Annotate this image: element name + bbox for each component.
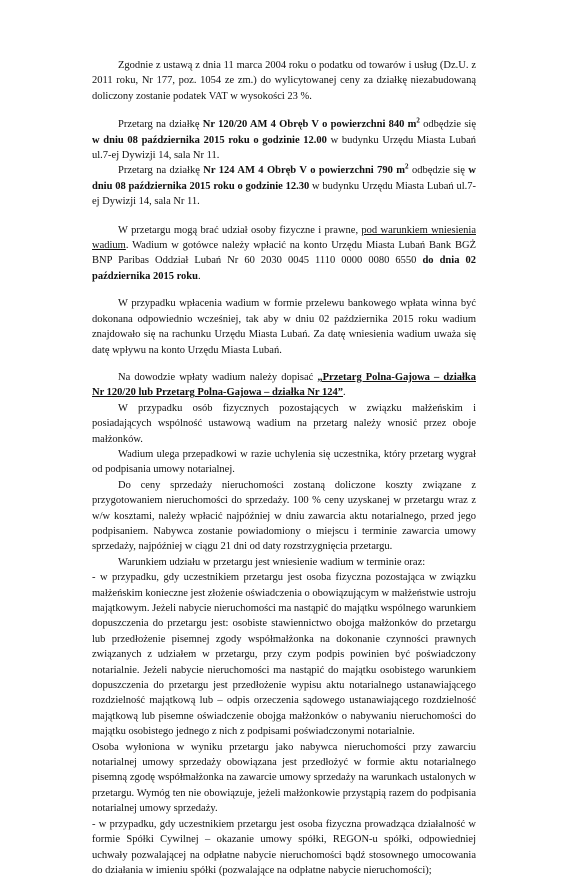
auction2-text2: odbędzie się <box>408 165 469 177</box>
auction1-place: w budynku Urzędu Miasta Lubań ul.7-ej Dywizji 14, sala Nr 11. <box>92 134 476 162</box>
auction-paragraph-124 <box>92 163 476 209</box>
vat-paragraph: Zgodnie z ustawą z dnia 11 marca 2004 roku o podatku od towarów i usług (Dz.U. z 2011 roku, Nr 177, poz. 1054 ze zm.) do wylicytowanej ceny za działkę niezabudowaną doliczony zostanie podatek VAT w wysokości 23 %. <box>92 60 476 102</box>
auction1-text: Przetarg na działkę <box>118 119 203 131</box>
document-body <box>92 58 476 878</box>
deposit-end: . <box>197 270 201 282</box>
deposit-deadline: do dnia 02 października 2015 roku <box>92 255 476 282</box>
proof-text: Na dowodzie wpłaty wadium należy dopisać <box>118 371 318 383</box>
winner-paragraph: Osoba wyłoniona w wyniku przetargu jako nabywca nieruchomości przy zawarciu notarialnej umowy sprzedaży obowiązana jest przedłożyć w formie aktu notarialnego pisemną zgodę współmałżonka na zawarcie umowy sprzedaży na warunkach ustalonych w przetargu. Wymóg ten nie obowiązuje, jeżeli małżonkowie przystąpią razem do podpisania notarialnej umowy sprzedaży. <box>92 741 476 815</box>
proof-end: . <box>343 387 346 399</box>
deposit-text: W przetargu mogą brać udział osoby fizyczne i prawne, <box>118 224 362 236</box>
auction1-sup: 2 <box>416 116 420 125</box>
forfeit-paragraph: Wadium ulega przepadkowi w razie uchylenia się uczestnika, który przetarg wygrał od podpisania umowy notarialnej. <box>92 448 476 476</box>
auction-paragraph-120-20 <box>92 117 476 163</box>
auction2-text: Przetarg na działkę <box>118 165 204 177</box>
auction2-plot: Nr 124 AM 4 Obręb V o powierzchni 790 m <box>203 165 406 177</box>
condition-bullet-spouse: - w przypadku, gdy uczestnikiem przetargu jest osoba fizyczna pozostająca w związku małżeńskim konieczne jest złożenie oświadczenia o obowiązującym w małżeństwie ustroju majątkowym. Jeżeli nabycie nieruchomości ma nastąpić do majątku wspólnego warunkiem dopuszczenia do przetargu jest: osobiste stawiennictwo obojga małżonków do przetargu lub przedłożenie pisemnej zgody współmałżonka na dokonanie czynności prawnych związanych z udziałem w przetargu, przy czym podpis powinien być poświadczony notarialnie. Jeżeli nabycie nieruchomości ma nastąpić do majątku osobistego warunkiem dopuszczenia do przetargu jest przedłożenie wypisu aktu notarialnego ustanawiającego rozdzielność majątkową lub – odpis orzeczenia sądowego ustanawiającego rozdzielność majątkową lub pisemne oświadczenie obojga małżonków o nabywaniu nieruchomości do majątku osobistego jednego z nich z podpisami poświadczonymi notarialnie. <box>92 572 476 738</box>
deposit-condition: pod warunkiem wniesienia wadium <box>92 224 476 252</box>
deposit-account: . Wadium w gotówce należy wpłacić na konto Urzędu Miasta Lubań Bank BGŻ BNP Paribas Oddział Lubań Nr 60 2030 0045 1110 0000 0080 6550 <box>92 240 476 267</box>
proof-title: „Przetarg Polna-Gajowa – działka Nr 120/20 lub Przetarg Polna-Gajowa – działka Nr 124” <box>92 371 476 399</box>
spouses-paragraph: W przypadku osób fizycznych pozostających w związku małżeńskim i posiadających wspólność ustawową wadium na przetarg należy wnosić przez oboje małżonków. <box>92 402 476 445</box>
auction2-place: w budynku Urzędu Miasta Lubań ul.7-ej Dywizji 14, sala Nr 11. <box>92 180 476 208</box>
condition-bullet-company: - w przypadku, gdy uczestnikiem przetargu jest osoba fizyczna prowadząca działalność w formie Spółki Cywilnej – okazanie umowy spółki, REGON-u spółki, odpowiedniej uchwały pozwalającej na odpłatne nabycie nieruchomości bądź stosownego umocowania do działania w imieniu spółki (pozwalające na odpłatne nabycie nieruchomości); <box>92 818 476 876</box>
auction1-plot: Nr 120/20 AM 4 Obręb V o powierzchni 840 m <box>202 119 417 131</box>
deposit-paragraph <box>92 223 476 285</box>
costs-paragraph: Do ceny sprzedaży nieruchomości zostaną doliczone koszty związane z przygotowaniem nieruchomości do sprzedaży. 100 % ceny uzyskanej w przetargu wraz z w/w kosztami, należy wpłacić najpóźniej w dniu zawarcia aktu notarialnego, przed jego podpisaniem. Nabywca zostanie powiadomiony o miejscu i terminie zawarcia umowy sprzedaży, najpóźniej w ciągu 21 dni od daty rozstrzygnięcia przetargu. <box>92 479 476 553</box>
auction2-date: w dniu 08 października 2015 roku o godzinie 12.30 <box>92 165 476 192</box>
auction1-text2: odbędzie się <box>419 119 476 131</box>
conditions-paragraph: Warunkiem udziału w przetargu jest wniesienie wadium w terminie oraz: <box>118 556 426 568</box>
auction2-sup: 2 <box>405 162 409 171</box>
transfer-paragraph: W przypadku wpłacenia wadium w formie przelewu bankowego wpłata winna być dokonana odpowiednio wcześniej, tak aby w dniu 02 października 2015 roku wadium znajdowało się na rachunku Urzędu Miasta Lubań. Za datę wniesienia wadium uważa się datę wpływu na konto Urzędu Miasta Lubań. <box>92 298 476 356</box>
proof-paragraph <box>92 370 476 401</box>
auction1-date: w dniu 08 października 2015 roku o godzinie 12.00 <box>92 134 327 146</box>
